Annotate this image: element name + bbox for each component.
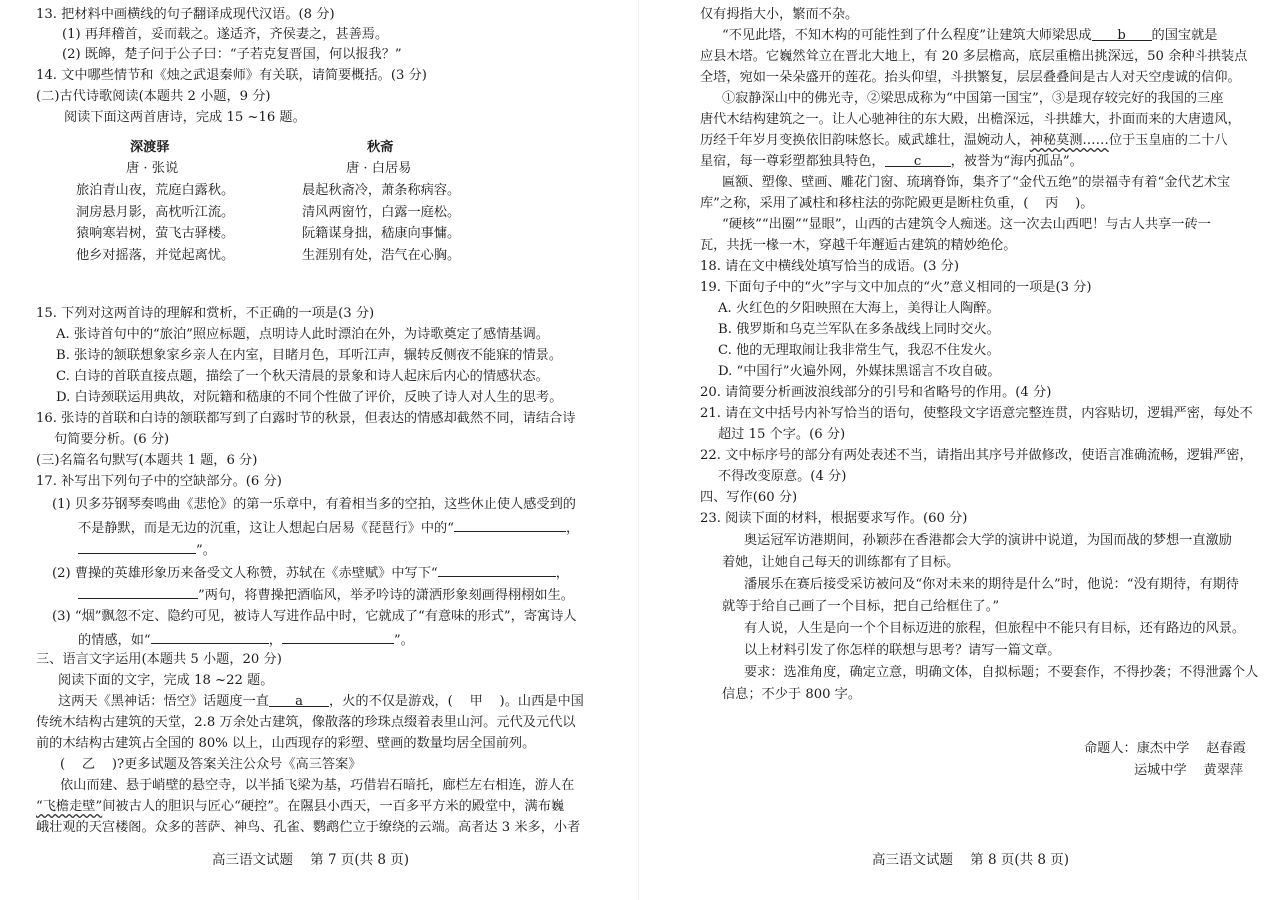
passage-text: ，被誉为“海内孤品”。	[950, 154, 1083, 169]
writing-requirements-line-1: 要求：选准角度，确定立意，明确文体，自拟标题；不要套作，不得抄袭；不得泄露个人	[744, 665, 1259, 680]
passage-cont-line-12: 瓦，共抚一椽一木，穿越千年邂逅古建筑的精妙绝伦。	[700, 238, 1017, 253]
passage-line-5: 依山而建、悬于峭壁的悬空寺，以半插飞梁为基，巧借岩石暗托，廊栏左右相连，游人在	[60, 778, 575, 793]
question-15: 15. 下列对这两首诗的理解和赏析，不正确的一项是(3 分)	[36, 306, 375, 321]
answer-blank[interactable]	[78, 585, 198, 599]
question-17-3-end: ”。	[393, 633, 414, 648]
question-15-option-c: C. 白诗的首联直接点题，描绘了一个秋天清晨的景象和诗人起床后内心的情感状态。	[56, 369, 549, 384]
setter-line-1: 命题人：康杰中学 赵春霞	[1084, 741, 1246, 756]
page-8-footer: 高三语文试题 第 8 页(共 8 页)	[872, 852, 1070, 868]
passage-cont-line-3: 应县木塔。它巍然耸立在晋北大地上，有 20 多层檐高，底层重檐出挑深远，50 余种斗拱装点	[700, 49, 1248, 64]
answer-blank[interactable]	[438, 563, 556, 577]
passage-line-6	[36, 798, 564, 816]
question-13-2: (2) 既皞，楚子问于公子曰：“子若克复晋国，何以报我？”	[62, 47, 402, 62]
passage-text: 星宿，每一尊彩塑都独具特色，	[700, 154, 885, 169]
question-17-1-end: ”。	[196, 543, 216, 558]
wavy-underlined-text: “飞檐走壁”	[36, 799, 103, 814]
question-17-3-line-2	[78, 630, 414, 650]
poem-1-line: 洞房悬月影，高枕听江流。	[76, 204, 235, 220]
passage-cont-line-7	[700, 132, 1228, 150]
poem-1-body	[76, 180, 234, 266]
question-22-line-1: 22. 文中标序号的部分有两处表述不当，请指出其序号并做修改，使语言准确流畅，逻辑严密，	[700, 448, 1253, 463]
question-17-1-line-2	[78, 518, 579, 538]
writing-requirements-line-2: 信息；不少于 800 字。	[722, 687, 862, 702]
passage-text: ，火的不仅是游戏，( 甲 )。山西是中国	[329, 694, 584, 709]
passage-line-2: 传统木结构古建筑的天堂，2.8 万余处古建筑，像散落的珍珠点缀着表里山河。元代及元代以	[36, 715, 576, 730]
question-21-line-1: 21. 请在文中括号内补写恰当的语句，使整段文字语意完整连贯，内容贴切，逻辑严密，每处不	[700, 406, 1253, 421]
material-1-line-1: 奥运冠军访港期间，孙颖莎在香港都会大学的演讲中说道，为国而战的梦想一直激励	[744, 533, 1232, 548]
setter-line-2: 运城中学 黄翠萍	[1134, 763, 1244, 778]
passage-text: 位于玉皇庙的二十八	[1108, 133, 1228, 148]
question-14: 14. 文中哪些情节和《烛之武退秦师》有关联，请简要概括。(3 分)	[36, 68, 427, 83]
material-2-line-1: 潘展乐在赛后接受采访被问及“你对未来的期待是什么”时，他说：“没有期待，有期待	[744, 577, 1239, 592]
question-17-1-line-1: (1) 贝多芬钢琴奏鸣曲《悲怆》的第一乐章中，有着相当多的空拍，这些休止使人感受到的	[52, 497, 576, 512]
question-17-3-text: 的情感，如“	[78, 633, 151, 648]
answer-blank[interactable]	[454, 518, 566, 532]
passage-text: 这两天《黑神话：悟空》话题度一直	[58, 694, 269, 709]
poem-1-line: 旅泊青山夜，荒庭白露秋。	[76, 183, 235, 198]
answer-blank[interactable]	[78, 540, 196, 554]
question-17-2-text: (2) 曹操的英雄形象历来备受文人称赞，苏轼在《赤壁赋》中写下“	[52, 566, 438, 581]
passage-cont-line-1: 仅有拇指大小，繁而不杂。	[700, 7, 859, 22]
passage-cont-line-8	[700, 153, 1083, 171]
question-23: 23. 阅读下面的材料，根据要求写作。(60 分)	[700, 511, 968, 526]
answer-blank[interactable]	[282, 630, 394, 644]
writing-prompt: 以上材料引发了你怎样的联想与思考？请写一篇文章。	[744, 643, 1061, 658]
question-17-1-comma: ，	[566, 521, 580, 536]
passage-cont-line-5: ①寂静深山中的佛光寺，②梁思成称为“中国第一国宝”，③是现存较完好的我国的三座	[722, 91, 1224, 106]
poem-2-line: 清风两窗竹，白露一庭松。	[302, 204, 461, 220]
poem-2-body	[302, 180, 460, 266]
section-writing: 四、写作(60 分)	[700, 490, 798, 505]
question-17-1-line-3	[78, 540, 216, 560]
section-language-use: 三、语言文字运用(本题共 5 小题，20 分)	[36, 652, 282, 667]
poem-1-line: 他乡对摇落，并觉起离忧。	[76, 247, 235, 263]
passage-cont-line-11: “硬核”“出圈”“显眼”，山西的古建筑令人痴迷。这一次去山西吧！与古人共享一砖一	[722, 217, 1211, 232]
poem-1-title: 深渡驿	[130, 140, 170, 155]
question-15-option-b: B. 张诗的颔联想象家乡亲人在内室，目睹月色，耳听江声，辗转反侧夜不能寐的情景。	[56, 348, 563, 363]
passage-line-3: 前的木结构古建筑占全国的 80% 以上，山西现存的彩塑、壁画的数量均居全国前列。	[36, 736, 536, 751]
question-16-line-1: 16. 张诗的首联和白诗的颔联都写到了白露时节的秋景，但表达的情感却截然不同，请结合诗	[36, 411, 576, 426]
poetry-instruction: 阅读下面这两首唐诗，完成 15 ~16 题。	[64, 110, 306, 125]
wavy-underlined-text: 神秘莫测……	[1029, 133, 1109, 148]
blank-c[interactable]: c	[885, 153, 951, 167]
poem-1-line: 猿响寒岩树，萤飞古驿楼。	[76, 226, 235, 242]
question-17: 17. 补写出下列句子中的空缺部分。(6 分)	[36, 474, 282, 489]
passage-text: 间被古人的胆识与匠心“硬控”。在隰县小西天，一百多平方米的殿堂中，满布巍	[102, 799, 565, 814]
question-17-3-line-1: (3) “烟”飘忽不定、隐约可见，被诗人写进作品中时，它就成了“有意味的形式”，寄寓诗人	[52, 609, 577, 624]
page-8	[640, 0, 1277, 900]
passage-cont-line-4: 全塔，宛如一朵朵盛开的莲花。抬头仰望，斗拱繁复，层层叠叠间是古人对天空虔诚的信仰。	[700, 70, 1241, 85]
passage-text: 的国宝就是	[1151, 28, 1218, 43]
page-7-footer: 高三语文试题 第 7 页(共 8 页)	[212, 852, 410, 868]
question-13: 13. 把材料中画横线的句子翻译成现代汉语。(8 分)	[36, 7, 335, 22]
material-2-line-2: 就等于给自己画了一个目标，把自己给框住了。”	[722, 599, 1000, 614]
passage-cont-line-2	[722, 27, 1217, 45]
question-17-1-text: 不是静默，而是无边的沉重，这让人想起白居易《琵琶行》中的“	[78, 521, 454, 536]
passage-line-1	[58, 693, 584, 711]
blank-b[interactable]: b	[1092, 27, 1152, 41]
section-ancient-poetry: (二)古代诗歌阅读(本题共 2 小题，9 分)	[36, 89, 271, 104]
question-19: 19. 下面句子中的“火”字与文中加点的“火”意义相同的一项是(3 分)	[700, 280, 1092, 295]
question-19-option-b: B. 俄罗斯和乌克兰军队在多条战线上同时交火。	[718, 322, 1000, 337]
question-17-3-comma: ，	[268, 633, 282, 648]
blank-a[interactable]: a	[269, 693, 329, 707]
poem-2-line: 阮籍谋身拙，嵇康向事慵。	[302, 226, 461, 242]
poem-2-title: 秋斋	[367, 140, 394, 155]
poem-2-author: 唐 · 白居易	[346, 161, 412, 176]
question-13-1: (1) 再拜稽首，妥而载之。遂适齐，齐侯妻之，甚善焉。	[62, 27, 389, 42]
passage-cont-line-6: 唐代木结构建筑之一。让人心驰神往的东大殿，出檐深远，斗拱雄大，扑面而来的大唐遗风，	[700, 112, 1241, 127]
question-21-line-2: 超过 15 个字。(6 分)	[718, 427, 846, 442]
question-19-option-a: A. 火红色的夕阳映照在大海上，美得让人陶醉。	[718, 301, 1000, 316]
passage-cont-line-10: 库”之称，采用了减柱和移柱法的弥陀殿更是断柱负重，( 丙 )。	[700, 196, 1094, 211]
passage-text: 历经千年岁月变换依旧韵味悠长。威武雄壮，温婉动人，	[700, 133, 1030, 148]
question-22-line-2: 不得改变原意。(4 分)	[718, 469, 847, 484]
page-divider	[638, 0, 639, 900]
question-19-option-c: C. 他的无理取闹让我非常生气，我忍不住发火。	[718, 343, 1000, 358]
question-15-option-a: A. 张诗首句中的“旅泊”照应标题，点明诗人此时漂泊在外，为诗歌奠定了感情基调。	[56, 327, 549, 342]
language-instruction: 阅读下面的文字，完成 18 ~22 题。	[58, 673, 274, 688]
passage-cont-line-9: 匾额、塑像、壁画、雕花门窗、琉璃脊饰，集齐了“金代五绝”的崇福寺有着“金代艺术宝	[722, 175, 1231, 190]
section-recitation: (三)名篇名句默写(本题共 1 题，6 分)	[36, 453, 258, 468]
passage-paragraph-2: ( 乙 )?更多试题及答案关注公众号《高三答案》	[60, 757, 362, 772]
passage-text: “不见此塔，不知木构的可能性到了什么程度”让建筑大师梁思成	[722, 28, 1092, 43]
poem-1-author: 唐 · 张说	[126, 161, 179, 176]
material-3: 有人说，人生是向一个个目标迈进的旅程，但旅程中不能只有目标，还有路边的风景。	[744, 621, 1246, 636]
passage-line-7: 峨壮观的天宫楼阁。众多的菩萨、神鸟、孔雀、鹦鹉伫立于缭绕的云端。高者达 3 米多，小者	[36, 820, 581, 835]
question-17-2-line-1	[52, 563, 569, 583]
question-17-2-end: ”两句，将曹操把酒临风，举矛吟诗的潇洒形象刻画得栩栩如生。	[198, 588, 574, 603]
material-1-line-2: 着她，让她自己每天的训练都有了目标。	[722, 555, 960, 570]
question-16-line-2: 句简要分析。(6 分)	[54, 432, 170, 447]
question-17-2-comma: ，	[555, 566, 569, 581]
question-20: 20. 请简要分析画波浪线部分的引号和省略号的作用。(4 分)	[700, 385, 1052, 400]
question-19-option-d: D. “中国行”火遍外网，外媒抹黑谣言不攻自破。	[718, 364, 1001, 379]
answer-blank[interactable]	[151, 630, 269, 644]
poem-2-line: 生涯别有处，浩气在心胸。	[302, 247, 461, 263]
question-18: 18. 请在文中横线处填写恰当的成语。(3 分)	[700, 259, 960, 274]
poem-2-line: 晨起秋斋冷，萧条称病容。	[302, 183, 461, 198]
question-15-option-d: D. 白诗颈联运用典故，对阮籍和嵇康的不同个性做了评价，反映了诗人对人生的思考。	[56, 390, 563, 405]
question-17-2-line-2	[78, 585, 574, 605]
